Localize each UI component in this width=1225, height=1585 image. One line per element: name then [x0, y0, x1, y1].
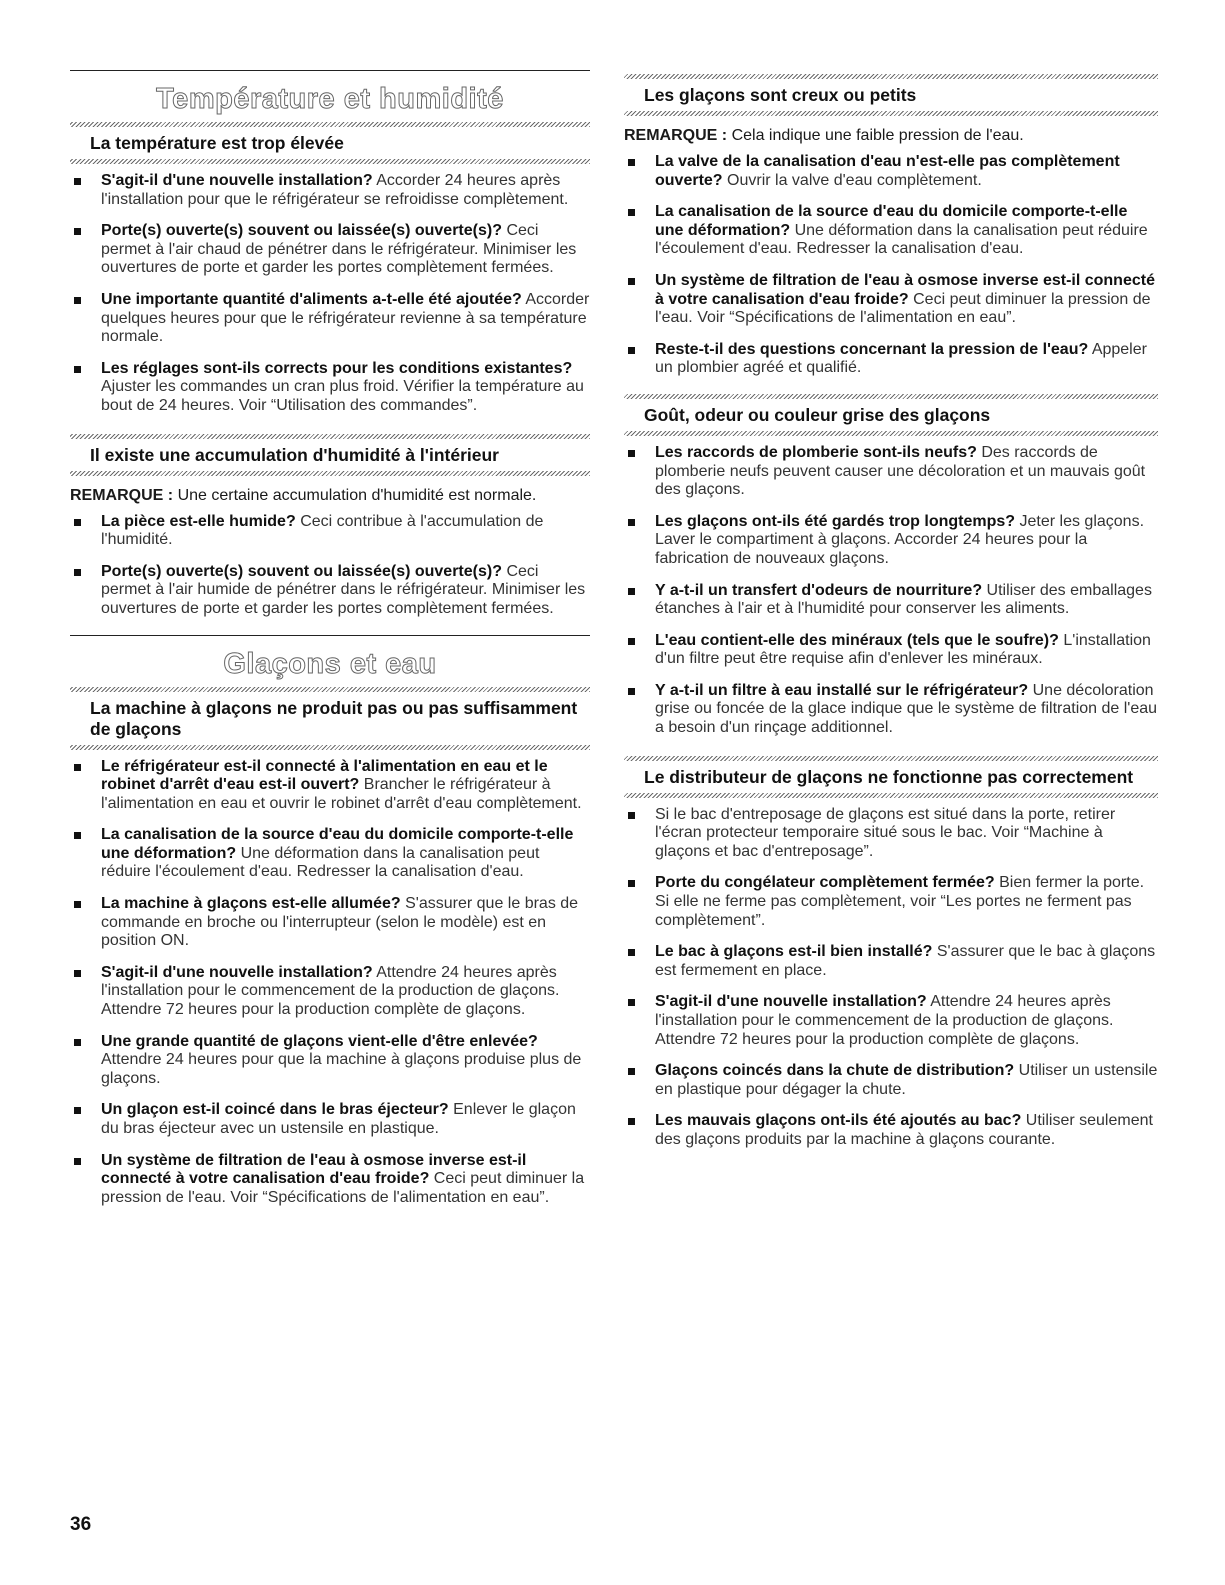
- stripe-divider: [624, 431, 1158, 436]
- item-answer: Ajuster les commandes un cran plus froid. Vérifier la température au bout de 24 heures. Voir “Utilisation des commandes”.: [101, 378, 584, 414]
- stripe-divider: [70, 745, 590, 750]
- section-title-ice-water: Glaçons et eau: [223, 647, 437, 680]
- item-question: Les mauvais glaçons ont-ils été ajoutés au bac?: [655, 1112, 1022, 1130]
- subsection-dispenser: [624, 756, 1158, 798]
- list-item: [624, 874, 1158, 930]
- page-number: 36: [70, 1514, 92, 1535]
- item-answer: Enlever le glaçon du bras éjecteur avec un ustensile en plastique.: [101, 1101, 576, 1137]
- subsection-humidity: [70, 434, 590, 476]
- item-answer: Une décoloration grise ou foncée de la glace indique que le système de filtration de l'eau a besoin d'un rinçage additionnel.: [655, 681, 1158, 737]
- item-answer: Si le bac d'entreposage de glaçons est situé dans la porte, retirer l'écran protecteur temporaire situé sous le bac. Voir “Machine à glaçons et bac d'entreposage”.: [655, 805, 1116, 860]
- subsection-heading: Le distributeur de glaçons ne fonctionne pas correctement: [644, 766, 1134, 787]
- list-item: [624, 153, 1158, 190]
- bullet-square-icon: [628, 1068, 635, 1075]
- item-answer: Utiliser un ustensile en plastique pour dégager la chute.: [655, 1062, 1158, 1098]
- list-item: [624, 943, 1158, 980]
- list-item: [624, 1112, 1158, 1149]
- item-question: Y a-t-il un filtre à eau installé sur le réfrigérateur?: [655, 681, 1029, 699]
- item-question: L'eau contient-elle des minéraux (tels que le soufre)?: [655, 631, 1059, 649]
- item-question: La canalisation de la source d'eau du domicile comporte-t-elle une déformation?: [655, 203, 1128, 239]
- item-question: S'agit-il d'une nouvelle installation?: [655, 993, 927, 1011]
- bullet-square-icon: [74, 901, 81, 908]
- item-answer: Des raccords de plomberie neufs peuvent causer une décoloration et un mauvais goût des glaçons.: [655, 443, 1146, 499]
- issue-list: [70, 758, 590, 1208]
- list-item: [624, 444, 1158, 500]
- subsection-heading: La machine à glaçons ne produit pas ou pas suffisamment de glaçons: [90, 697, 578, 739]
- item-question: La valve de la canalisation d'eau n'est-elle pas complètement ouverte?: [655, 153, 1120, 189]
- subsection-heading: Les glaçons sont creux ou petits: [644, 85, 917, 105]
- subsection-icemaker: [70, 687, 590, 750]
- item-answer: Ouvrir la valve d'eau complètement.: [727, 171, 982, 189]
- bullet-square-icon: [628, 209, 635, 216]
- bullet-square-icon: [628, 688, 635, 695]
- item-question: Y a-t-il un transfert d'odeurs de nourriture?: [655, 581, 983, 599]
- bullet-square-icon: [628, 999, 635, 1006]
- item-question: Une grande quantité de glaçons vient-elle d'être enlevée?: [101, 1032, 538, 1050]
- list-item: [624, 272, 1158, 328]
- list-item: [624, 513, 1158, 569]
- bullet-square-icon: [74, 569, 81, 576]
- right-column: [624, 70, 1158, 1163]
- section-rule: [70, 635, 590, 636]
- stripe-divider: [624, 793, 1158, 798]
- bullet-square-icon: [74, 178, 81, 185]
- list-item: [70, 895, 590, 951]
- bullet-square-icon: [628, 638, 635, 645]
- section-title-temperature: Température et humidité: [156, 83, 504, 115]
- list-item: [624, 341, 1158, 378]
- list-item: [70, 1101, 590, 1138]
- item-question: Une importante quantité d'aliments a-t-elle été ajoutée?: [101, 290, 522, 308]
- item-answer: Accorder 24 heures après l'installation pour que le réfrigérateur se refroidisse complètement.: [101, 172, 569, 208]
- list-item: [70, 1152, 590, 1208]
- bullet-square-icon: [628, 949, 635, 956]
- list-item: [70, 360, 590, 416]
- subsection-taste-odor: [624, 394, 1158, 436]
- issue-list: [624, 444, 1158, 738]
- issue-list: [70, 172, 590, 416]
- item-question: Les raccords de plomberie sont-ils neufs?: [655, 443, 977, 461]
- item-answer: Une déformation dans la canalisation peut réduire l'écoulement d'eau. Redresser la canalisation d'eau.: [101, 844, 540, 881]
- item-answer: Utiliser seulement des glaçons produits par la machine à glaçons courante.: [655, 1112, 1153, 1148]
- bullet-square-icon: [74, 832, 81, 839]
- remark-label: REMARQUE :: [624, 127, 728, 144]
- bullet-square-icon: [628, 278, 635, 285]
- list-item: [624, 806, 1158, 862]
- item-answer: Ceci peut diminuer la pression de l'eau. Voir “Spécifications de l'alimentation en eau”.: [101, 1170, 585, 1206]
- section-rule: [70, 70, 590, 71]
- item-question: La machine à glaçons est-elle allumée?: [101, 895, 401, 913]
- list-item: [70, 513, 590, 550]
- bullet-square-icon: [628, 588, 635, 595]
- item-question: Porte(s) ouverte(s) souvent ou laissée(s) ouverte(s)?: [101, 562, 502, 580]
- bullet-square-icon: [74, 228, 81, 235]
- list-item: [624, 682, 1158, 738]
- item-answer: S'assurer que le bac à glaçons est fermement en place.: [655, 943, 1156, 979]
- item-question: Porte du congélateur complètement fermée?: [655, 874, 995, 892]
- bullet-square-icon: [628, 519, 635, 526]
- item-answer: Brancher le réfrigérateur à l'alimentation en eau et ouvrir le robinet d'arrêt d'eau complètement.: [101, 776, 582, 812]
- issue-list: [70, 513, 590, 619]
- stripe-divider: [70, 471, 590, 476]
- list-item: [70, 222, 590, 278]
- bullet-square-icon: [628, 812, 635, 819]
- subsection-heading: La température est trop élevée: [90, 133, 344, 153]
- item-answer: Ceci contribue à l'accumulation de l'humidité.: [101, 512, 544, 549]
- list-item: [624, 632, 1158, 669]
- item-question: Reste-t-il des questions concernant la pression de l'eau?: [655, 340, 1089, 358]
- item-answer: Bien fermer la porte. Si elle ne ferme pas complètement, voir “Les portes ne ferment pas complètement”.: [655, 874, 1145, 929]
- subsection-hollow-ice: [624, 74, 1158, 116]
- subsection-heading: Goût, odeur ou couleur grise des glaçons: [644, 404, 991, 425]
- list-item: [70, 758, 590, 814]
- item-question: La pièce est-elle humide?: [101, 512, 296, 530]
- item-question: Porte(s) ouverte(s) souvent ou laissée(s) ouverte(s)?: [101, 222, 502, 240]
- item-answer: Attendre 24 heures après l'installation pour le commencement de la production de glaçons. Attendre 72 heures pour la production complète de glaçons.: [655, 993, 1114, 1048]
- bullet-square-icon: [74, 519, 81, 526]
- item-answer: S'assurer que le bras de commande en broche ou l'interrupteur (selon le modèle) est en position ON.: [101, 895, 579, 950]
- bullet-square-icon: [74, 764, 81, 771]
- item-question: S'agit-il d'une nouvelle installation?: [101, 172, 373, 189]
- issue-list: [624, 806, 1158, 1150]
- remark-text: Cela indique une faible pression de l'eau.: [731, 127, 1024, 144]
- item-question: Le réfrigérateur est-il connecté à l'alimentation en eau et le robinet d'arrêt d'eau est-il ouvert?: [101, 757, 548, 794]
- bullet-square-icon: [74, 1039, 81, 1046]
- list-item: [70, 964, 590, 1020]
- item-question: Un glaçon est-il coincé dans le bras éjecteur?: [101, 1101, 449, 1119]
- list-item: [70, 172, 590, 209]
- bullet-square-icon: [74, 366, 81, 373]
- item-question: La canalisation de la source d'eau du domicile comporte-t-elle une déformation?: [101, 826, 574, 862]
- list-item: [624, 1062, 1158, 1099]
- bullet-square-icon: [628, 347, 635, 354]
- list-item: [70, 563, 590, 619]
- left-column: [70, 70, 590, 1220]
- item-answer: Attendre 24 heures après l'installation pour le commencement de la production de glaçons. Attendre 72 heures pour la production complète de glaçons.: [101, 963, 560, 1019]
- item-question: Les réglages sont-ils corrects pour les conditions existantes?: [101, 359, 573, 377]
- item-answer: Ceci peut diminuer la pression de l'eau. Voir “Spécifications de l'alimentation en eau”.: [655, 290, 1151, 327]
- subsection-heading: Il existe une accumulation d'humidité à l'intérieur: [90, 444, 499, 465]
- remark-note: [70, 486, 590, 505]
- item-answer: Ceci permet à l'air humide de pénétrer dans le réfrigérateur. Minimiser les ouvertures de porte et garder les portes complètement fermées.: [101, 562, 586, 617]
- item-answer: Utiliser des emballages étanches à l'air et à l'humidité pour conserver les aliments.: [655, 581, 1152, 618]
- bullet-square-icon: [628, 880, 635, 887]
- list-item: [624, 203, 1158, 259]
- bullet-square-icon: [74, 1158, 81, 1165]
- bullet-square-icon: [74, 970, 81, 977]
- item-question: Glaçons coincés dans la chute de distribution?: [655, 1062, 1015, 1080]
- list-item: [70, 291, 590, 347]
- remark-note: [624, 126, 1158, 145]
- item-question: Le bac à glaçons est-il bien installé?: [655, 943, 933, 961]
- remark-label: REMARQUE :: [70, 486, 174, 504]
- list-item: [624, 582, 1158, 619]
- list-item: [70, 1033, 590, 1089]
- remark-text: Une certaine accumulation d'humidité est normale.: [177, 486, 537, 504]
- item-answer: Ceci permet à l'air chaud de pénétrer dans le réfrigérateur. Minimiser les ouvertures de porte et garder les portes complètement fermées.: [101, 222, 577, 277]
- stripe-divider: [624, 111, 1158, 116]
- item-answer: Attendre 24 heures pour que la machine à glaçons produise plus de glaçons.: [101, 1051, 582, 1087]
- bullet-square-icon: [74, 297, 81, 304]
- list-item: [70, 826, 590, 882]
- bullet-square-icon: [74, 1107, 81, 1114]
- item-answer: L'installation d'un filtre peut être requise afin d'enlever les minéraux.: [655, 631, 1151, 668]
- item-answer: Accorder quelques heures pour que le réfrigérateur revienne à sa température normale.: [101, 290, 590, 346]
- bullet-square-icon: [628, 159, 635, 166]
- item-answer: Une déformation dans la canalisation peut réduire l'écoulement d'eau. Redresser la canalisation d'eau.: [655, 221, 1148, 258]
- item-question: S'agit-il d'une nouvelle installation?: [101, 963, 373, 981]
- item-answer: Appeler un plombier agréé et qualifié.: [655, 340, 1147, 377]
- item-question: Un système de filtration de l'eau à osmose inverse est-il connecté à votre canalisation d'eau froide?: [101, 1151, 527, 1188]
- bullet-square-icon: [628, 1118, 635, 1125]
- list-item: [624, 993, 1158, 1049]
- bullet-square-icon: [628, 450, 635, 457]
- item-answer: Jeter les glaçons. Laver le compartiment à glaçons. Accorder 24 heures pour la fabrication de nouveaux glaçons.: [655, 512, 1145, 567]
- item-question: Les glaçons ont-ils été gardés trop longtemps?: [655, 512, 1016, 530]
- issue-list: [624, 153, 1158, 378]
- subsection-temp-high: [70, 122, 590, 164]
- item-question: Un système de filtration de l'eau à osmose inverse est-il connecté à votre canalisation d'eau froide?: [655, 271, 1155, 308]
- stripe-divider: [70, 159, 590, 164]
